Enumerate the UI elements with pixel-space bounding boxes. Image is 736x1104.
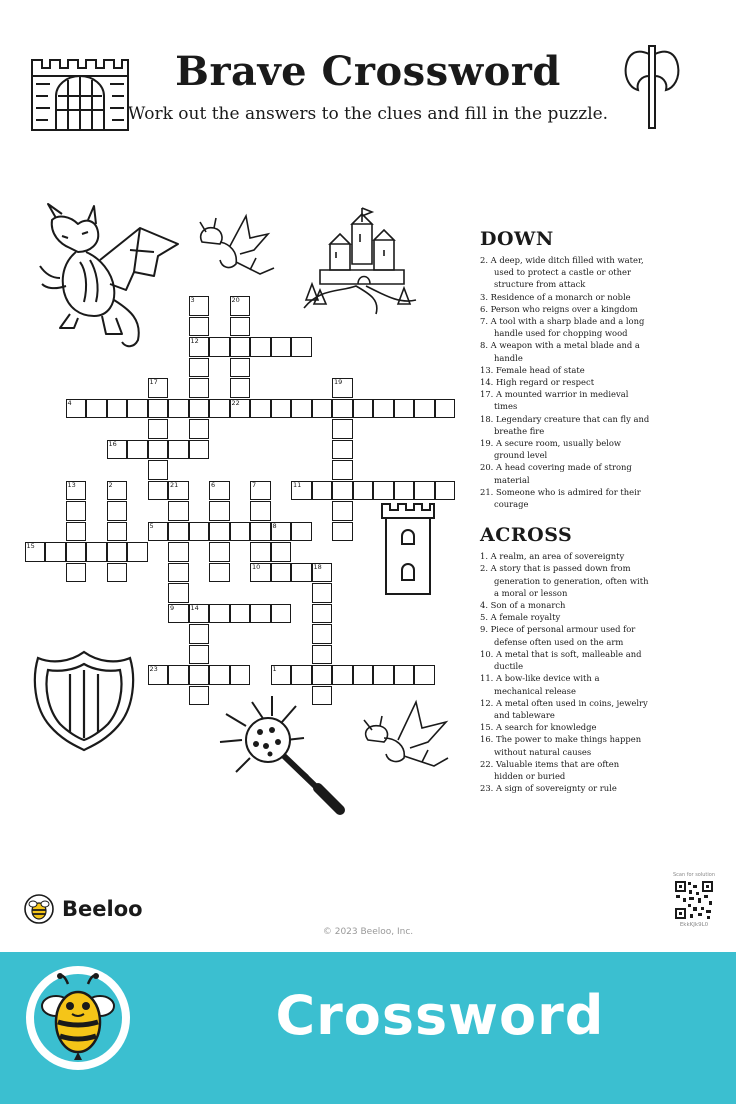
across-clue-list	[480, 550, 650, 794]
crossword-cell[interactable]	[66, 542, 87, 562]
crossword-cell[interactable]	[127, 440, 148, 460]
down-clue: 7. A tool with a sharp blade and a long handle used for chopping wood	[480, 316, 645, 339]
brand-name: Beeloo	[62, 897, 143, 921]
crossword-cell[interactable]	[373, 399, 394, 419]
crossword-cell[interactable]	[168, 563, 189, 583]
clues-panel	[480, 228, 650, 804]
crossword-cell[interactable]	[86, 542, 107, 562]
across-clue: 1. A realm, an area of sovereignty	[480, 551, 625, 562]
crossword-cell[interactable]	[353, 481, 374, 501]
crossword-cell[interactable]	[312, 583, 333, 603]
crossword-cell[interactable]	[332, 419, 353, 439]
crossword-cell[interactable]	[332, 460, 353, 480]
across-clue: 23. A sign of sovereignty or rule	[480, 783, 617, 794]
crossword-cell[interactable]	[271, 542, 292, 562]
down-clue: 21. Someone who is admired for their courage	[480, 486, 641, 510]
crossword-cell[interactable]	[107, 542, 128, 562]
clue-number: 8	[272, 521, 277, 530]
clue-number: 13	[67, 480, 76, 489]
down-clue: 2. A deep, wide ditch filled with water, used to protect a castle or other structure from attack	[480, 255, 644, 290]
clue-number: 18	[313, 562, 322, 571]
copyright: © 2023 Beeloo, Inc.	[322, 927, 414, 937]
clue-number: 12	[190, 337, 199, 345]
crossword-cell[interactable]	[312, 665, 333, 685]
crossword-cell[interactable]	[250, 501, 271, 521]
down-clue: 18. Legendary creature that can fly and breathe fire	[480, 413, 650, 436]
across-clue: 12. A metal often used in coins, jewelry and tableware	[480, 697, 648, 720]
across-clue: 4. Son of a monarch	[480, 600, 566, 611]
beeloo-logo[interactable]	[24, 894, 143, 924]
down-clue: 20. A head covering made of strong material	[480, 462, 632, 485]
across-clue: 11. A bow-like device with a mechanical release	[480, 673, 600, 696]
crossword-cell[interactable]	[250, 604, 271, 624]
crossword-cell[interactable]	[168, 665, 189, 685]
down-clue: 14. High regard or respect	[480, 377, 595, 388]
clue-number: 7	[252, 480, 257, 489]
crossword-cell[interactable]	[168, 542, 189, 562]
qr-block	[672, 872, 716, 928]
crossword-cell[interactable]	[209, 522, 230, 542]
crossword-cell[interactable]	[394, 665, 415, 685]
clue-number: 22	[231, 398, 240, 407]
crossword-cell[interactable]	[353, 665, 374, 685]
crossword-cell[interactable]	[107, 501, 128, 521]
crossword-cell[interactable]	[127, 542, 148, 562]
crossword-cell[interactable]	[353, 399, 374, 419]
crossword-cell[interactable]	[66, 522, 87, 542]
crossword-cell[interactable]	[250, 542, 271, 562]
page-subtitle: Work out the answers to the clues and fill in the puzzle.	[127, 104, 609, 124]
crossword-cell[interactable]	[332, 522, 353, 542]
dragon-icon	[30, 200, 180, 352]
clue-number: 16	[108, 439, 117, 448]
down-clue: 19. A secure room, usually below ground level	[480, 438, 622, 461]
crossword-cell[interactable]	[230, 358, 251, 378]
crossword-cell[interactable]	[271, 399, 292, 419]
crossword-cell[interactable]	[332, 501, 353, 521]
down-clue: 8. A weapon with a metal blade and a handle	[480, 340, 640, 363]
across-clue: 15. A search for knowledge	[480, 722, 597, 733]
dragon-icon	[190, 208, 278, 280]
crossword-cell[interactable]	[250, 337, 271, 357]
qr-code-icon	[674, 880, 714, 920]
clue-number: 23	[149, 665, 158, 673]
crossword-cell[interactable]	[189, 317, 210, 337]
crossword-cell[interactable]	[189, 665, 210, 685]
crossword-cell[interactable]	[291, 665, 312, 685]
crossword-cell[interactable]	[107, 399, 128, 419]
crossword-cell[interactable]	[230, 665, 251, 685]
crossword-cell[interactable]	[148, 399, 169, 419]
crossword-cell[interactable]	[127, 399, 148, 419]
crossword-cell[interactable]	[230, 317, 251, 337]
crossword-cell[interactable]	[394, 399, 415, 419]
qr-code-label: EkkKJk9L0	[679, 922, 709, 928]
crossword-cell[interactable]	[209, 542, 230, 562]
crossword-cell[interactable]	[189, 419, 210, 439]
crossword-cell[interactable]	[189, 645, 210, 665]
clue-number: 10	[252, 562, 261, 571]
crossword-cell[interactable]	[107, 563, 128, 583]
crossword-cell[interactable]	[168, 583, 189, 603]
crossword-cell[interactable]	[230, 522, 251, 542]
clue-number: 2	[108, 480, 113, 489]
crossword-cell[interactable]	[332, 665, 353, 685]
shield-icon	[30, 648, 138, 752]
across-heading: ACROSS	[480, 524, 573, 547]
crossword-cell[interactable]	[45, 542, 66, 562]
crossword-cell[interactable]	[435, 481, 456, 501]
castle-icon	[300, 204, 420, 316]
clue-number: 15	[26, 542, 35, 550]
crossword-cell[interactable]	[189, 399, 210, 419]
crossword-cell[interactable]	[189, 686, 210, 706]
crossword-cell[interactable]	[312, 645, 333, 665]
crossword-cell[interactable]	[312, 399, 333, 419]
dragon-icon	[358, 688, 454, 768]
bee-icon	[22, 962, 134, 1074]
crossword-cell[interactable]	[271, 604, 292, 624]
clue-number: 19	[334, 378, 343, 386]
across-clue: 2. A story that is passed down from generation to generation, often with a moral or lesson	[480, 563, 649, 598]
crossword-cell[interactable]	[291, 522, 312, 542]
crossword-cell[interactable]	[291, 399, 312, 419]
clue-number: 1	[272, 665, 277, 673]
clue-number: 17	[149, 378, 158, 386]
across-clue: 22. Valuable items that are often hidden or buried	[480, 758, 620, 781]
crossword-cell[interactable]	[168, 440, 189, 460]
clue-number: 4	[67, 398, 72, 407]
crossword-cell[interactable]	[148, 440, 169, 460]
crossword-cell[interactable]	[168, 399, 189, 419]
crossword-cell[interactable]	[189, 522, 210, 542]
crossword-cell[interactable]	[209, 665, 230, 685]
crossword-cell[interactable]	[414, 399, 435, 419]
crossword-cell[interactable]	[291, 563, 312, 583]
crossword-cell[interactable]	[189, 440, 210, 460]
crossword-cell[interactable]	[209, 399, 230, 419]
crossword-cell[interactable]	[230, 378, 251, 398]
tower-icon	[378, 500, 438, 596]
bee-icon	[24, 894, 54, 924]
crossword-cell[interactable]	[230, 604, 251, 624]
crossword-cell[interactable]	[107, 522, 128, 542]
crossword-cell[interactable]	[189, 358, 210, 378]
crossword-cell[interactable]	[189, 624, 210, 644]
crossword-cell[interactable]	[332, 440, 353, 460]
banner-label: Crossword	[275, 984, 605, 1047]
crossword-cell[interactable]	[250, 399, 271, 419]
crossword-cell[interactable]	[66, 501, 87, 521]
clue-number: 20	[231, 296, 240, 304]
crossword-cell[interactable]	[209, 337, 230, 357]
clue-number: 11	[293, 480, 302, 489]
mace-icon	[216, 692, 348, 818]
down-clue: 17. A mounted warrior in medieval times	[480, 389, 629, 412]
across-clue: 5. A female royalty	[480, 612, 561, 623]
clue-number: 9	[170, 603, 175, 612]
crossword-cell[interactable]	[312, 481, 333, 501]
crossword-cell[interactable]	[312, 604, 333, 624]
across-clue: 10. A metal that is soft, malleable and ductile	[480, 648, 642, 672]
down-clue: 3. Residence of a monarch or noble	[480, 291, 631, 302]
clue-number: 5	[149, 521, 154, 530]
across-clue: 9. Piece of personal armour used for defense often used on the arm	[480, 624, 636, 647]
qr-caption: Scan for solution	[672, 872, 715, 878]
clue-number: 14	[190, 603, 199, 612]
crossword-cell[interactable]	[435, 399, 456, 419]
crossword-cell[interactable]	[189, 378, 210, 398]
crossword-cell[interactable]	[373, 665, 394, 685]
battle-axe-icon	[620, 44, 684, 130]
down-clue: 13. Female head of state	[480, 364, 585, 375]
crossword-cell[interactable]	[209, 501, 230, 521]
down-heading: DOWN	[480, 228, 554, 250]
crossword-cell[interactable]	[271, 563, 292, 583]
crossword-cell[interactable]	[168, 501, 189, 521]
crossword-cell[interactable]	[394, 481, 415, 501]
crossword-cell[interactable]	[209, 604, 230, 624]
crossword-cell[interactable]	[86, 399, 107, 419]
down-clue: 6. Person who reigns over a kingdom	[480, 303, 638, 314]
crossword-cell[interactable]	[373, 481, 394, 501]
crossword-cell[interactable]	[312, 624, 333, 644]
crossword-cell[interactable]	[291, 337, 312, 357]
clue-number: 6	[211, 480, 216, 489]
clue-number: 3	[190, 296, 195, 304]
clue-number: 21	[170, 480, 179, 489]
across-clue: 16. The power to make things happen without natural causes	[480, 734, 642, 757]
crossword-cell[interactable]	[250, 522, 271, 542]
crossword-cell[interactable]	[332, 399, 353, 419]
crossword-cell[interactable]	[414, 665, 435, 685]
crossword-cell[interactable]	[168, 522, 189, 542]
crossword-cell[interactable]	[414, 481, 435, 501]
crossword-cell[interactable]	[312, 686, 333, 706]
crossword-cell[interactable]	[66, 563, 87, 583]
crossword-cell[interactable]	[209, 563, 230, 583]
page-title: Brave Crossword	[175, 48, 561, 95]
crossword-cell[interactable]	[148, 460, 169, 480]
crossword-cell[interactable]	[230, 337, 251, 357]
crossword-cell[interactable]	[271, 337, 292, 357]
crossword-cell[interactable]	[148, 481, 169, 501]
crossword-cell[interactable]	[148, 419, 169, 439]
crossword-cell[interactable]	[332, 481, 353, 501]
down-clue-list	[480, 254, 650, 510]
